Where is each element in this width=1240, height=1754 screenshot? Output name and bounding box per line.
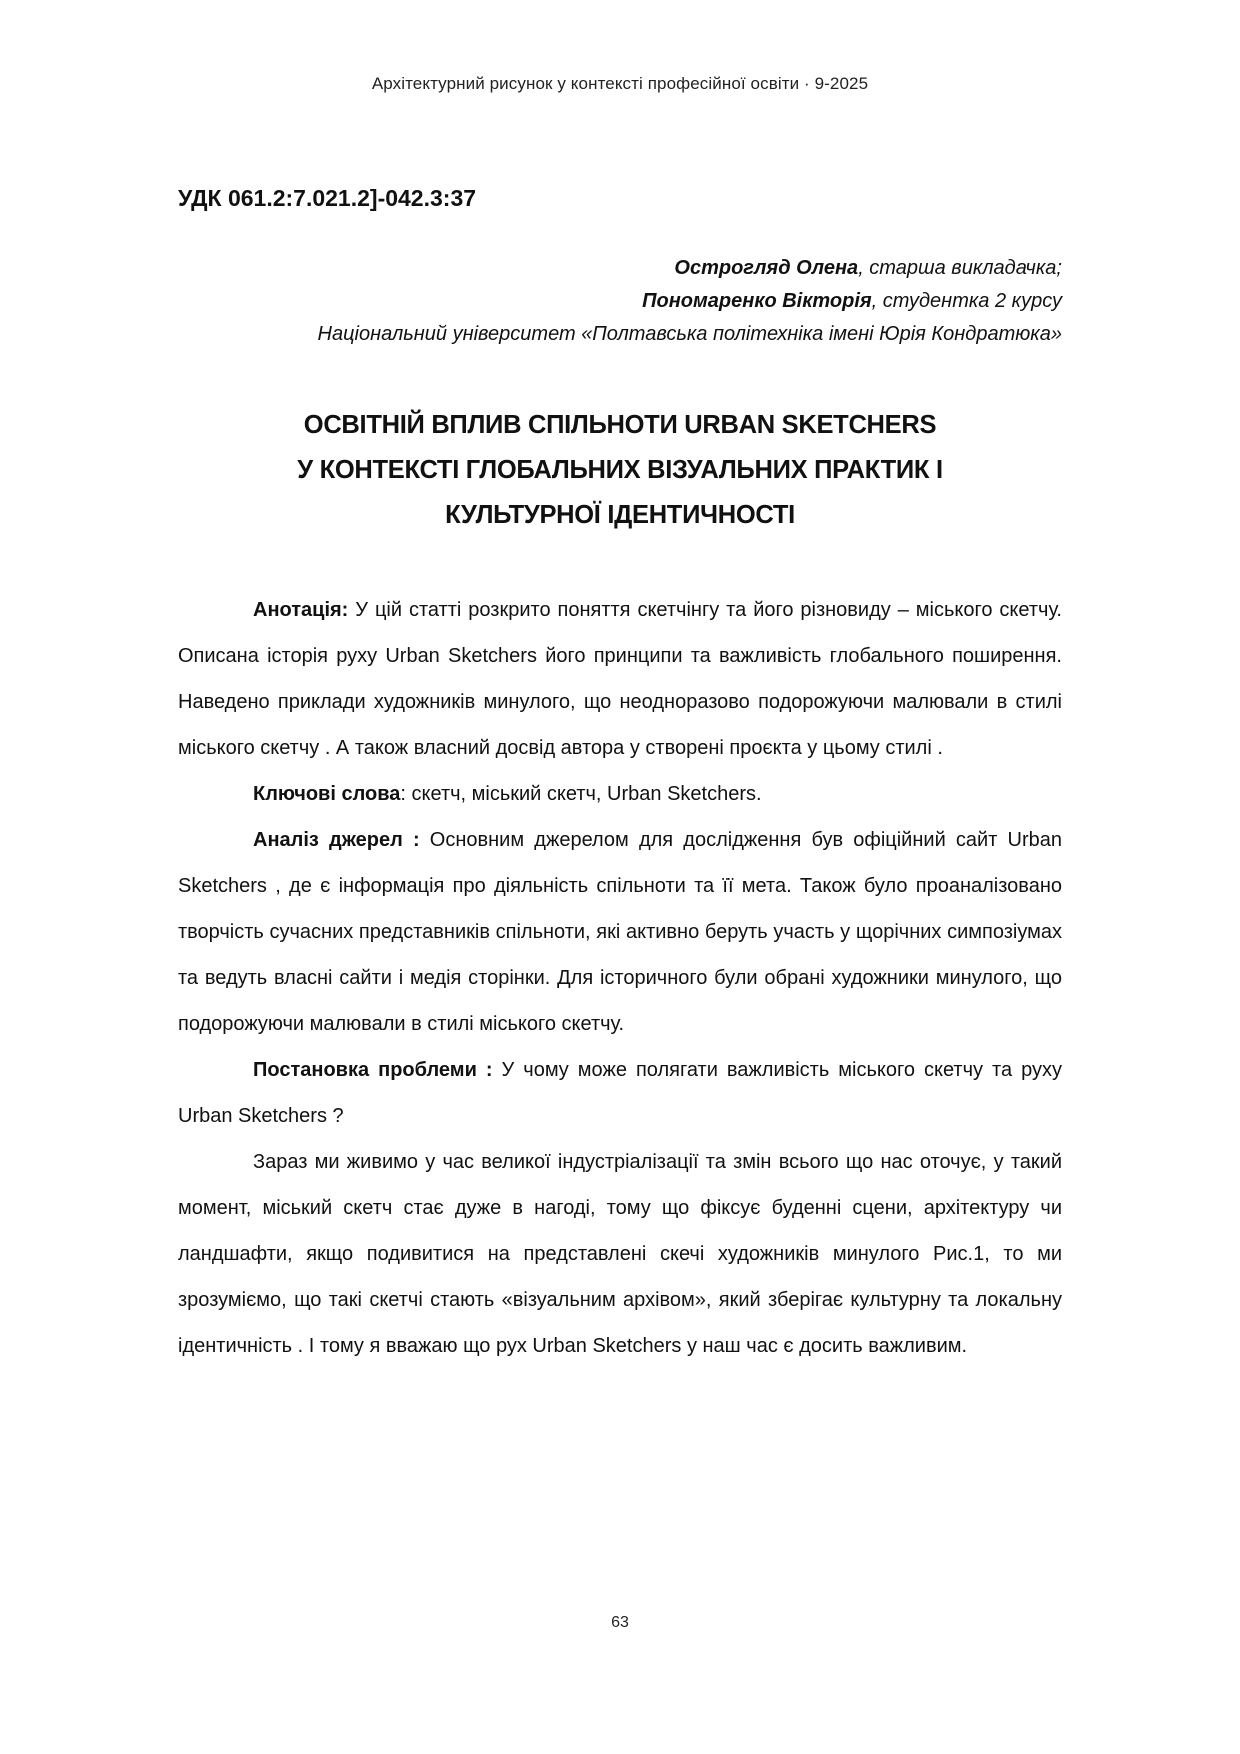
author-role: , студентка 2 курсу [871,290,1062,312]
author-role: , старша викладачка; [858,257,1062,279]
author-block [162,252,1062,351]
keywords-text: : скетч, міський скетч, Urban Sketchers. [400,783,762,805]
problem-label: Постановка проблеми : [253,1059,493,1081]
affiliation: Національний університет «Полтавська політехніка імені Юрія Кондратюка» [317,323,1062,345]
udc-code: УДК 061.2:7.021.2]-042.3:37 [178,185,477,211]
body-paragraph: Зараз ми живимо у час великої індустріалізації та змін всього що нас оточує, у такий момент, міський скетч стає дуже в нагоді, тому що фіксує буденні сцени, архітектуру чи ландшафти, якщо подивитися на представлені скечі художників минулого Рис.1, то ми зрозуміємо, що такі скетчі стають «візуальним архівом», який зберігає культурну та локальну ідентичність . І тому я вважаю що рух Urban Sketchers у наш час є досить важливим. [178,1151,1062,1357]
title-line: ОСВІТНІЙ ВПЛИВ СПІЛЬНОТИ URBAN SKETCHERS [303,411,937,439]
problem-text: У чому може полягати важливість міського скетчу та руху Urban Sketchers ? [178,1059,1062,1127]
author-name: Пономаренко Вікторія [642,290,872,312]
keywords-label: Ключові слова [253,783,401,805]
title-line: У КОНТЕКСТІ ГЛОБАЛЬНИХ ВІЗУАЛЬНИХ ПРАКТИК І [297,456,943,484]
sources-paragraph [178,817,1062,1047]
page-number: 63 [611,1614,629,1631]
author-line [162,252,1062,285]
sources-label: Аналіз джерел : [253,829,420,851]
author-line [162,285,1062,318]
keywords-paragraph [178,771,1062,817]
abstract-text: У цій статті розкрито поняття скетчінгу та його різновиду – міського скетчу. Описана історія руху Urban Sketchers його принципи та важливість глобального поширення. Наведено приклади художників минулого, що неодноразово подорожуючи малювали в стилі міського скетчу . А також власний досвід автора у створені проєкта у цьому стилі . [178,599,1062,759]
running-header: Архітектурний рисунок у контексті професійної освіти · 9-2025 [371,74,869,93]
sources-text: Основним джерелом для дослідження був офіційний сайт Urban Sketchers , де є інформація про діяльність спільноти та її мета. Також було проаналізовано творчість сучасних представників спільноти, які активно беруть участь у щорічних симпозіумах та ведуть власні сайти і медія сторінки. Для історичного були обрані художники минулого, що подорожуючи малювали в стилі міського скетчу. [178,829,1062,1035]
title-line: КУЛЬТУРНОЇ ІДЕНТИЧНОСТІ [445,501,795,529]
article-title [178,403,1062,538]
abstract-paragraph [178,587,1062,771]
article-body [178,587,1062,1369]
problem-paragraph [178,1047,1062,1139]
author-name: Острогляд Олена [674,257,859,279]
abstract-label: Анотація: [253,599,349,621]
